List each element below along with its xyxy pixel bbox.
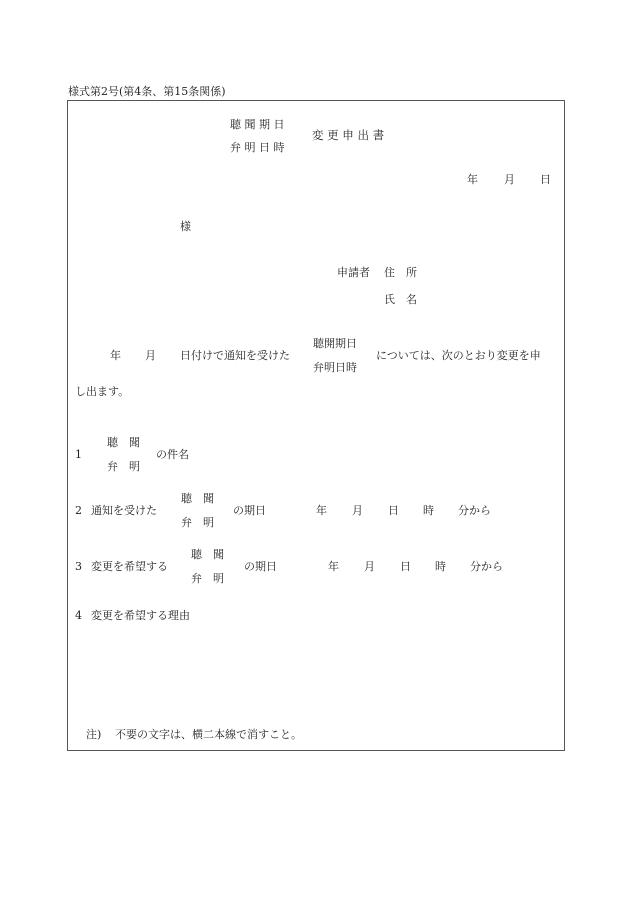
body-line2: し出ます。 (75, 385, 130, 398)
applicant-name: 氏 名 (384, 293, 417, 306)
item3-suffix: の期日 (244, 560, 277, 573)
item2-month: 月 (352, 504, 363, 517)
item1-suffix: の件名 (156, 448, 189, 461)
applicant-address: 住 所 (384, 266, 417, 279)
item2-option-hearing: 聴 聞 (181, 492, 214, 505)
item2-number: 2 (75, 504, 82, 517)
item4-label: 変更を希望する理由 (91, 609, 190, 622)
item2-option-explanation: 弁 明 (181, 516, 214, 529)
title-option-hearing: 聴 聞 期 日 (230, 118, 285, 131)
item3-year: 年 (328, 560, 339, 573)
body-notified: 日付けで通知を受けた (180, 349, 290, 362)
addressee-suffix: 様 (180, 220, 191, 233)
item1-option-hearing: 聴 聞 (107, 436, 140, 449)
item2-suffix: の期日 (233, 504, 266, 517)
item3-prefix: 変更を希望する (91, 560, 168, 573)
item2-day: 日 (388, 504, 399, 517)
item3-minute-from: 分から (470, 560, 503, 573)
date-day: 日 (540, 173, 551, 186)
item1-number: 1 (75, 448, 82, 461)
document-title: 変 更 申 出 書 (312, 128, 385, 142)
item2-hour: 時 (423, 504, 434, 517)
item2-minute-from: 分から (458, 504, 491, 517)
form-number: 様式第2号(第4条、第15条関係) (68, 85, 226, 98)
title-option-explanation: 弁 明 日 時 (230, 141, 285, 154)
item3-option-hearing: 聴 聞 (191, 548, 224, 561)
note-label: 注) (86, 728, 102, 741)
date-month: 月 (504, 173, 515, 186)
item2-prefix: 通知を受けた (91, 504, 157, 517)
item3-month: 月 (364, 560, 375, 573)
body-year: 年 (110, 349, 121, 362)
body-continuation: については、次のとおり変更を申 (376, 349, 541, 362)
item3-option-explanation: 弁 明 (191, 572, 224, 585)
item4-number: 4 (75, 609, 82, 622)
applicant-label: 申請者 (337, 266, 370, 279)
note-text: 不要の文字は、横二本線で消すこと。 (115, 728, 302, 741)
body-option-hearing: 聴開期日 (313, 337, 357, 350)
item2-year: 年 (316, 504, 327, 517)
body-option-explanation: 弁明日時 (313, 361, 357, 374)
date-year: 年 (467, 173, 478, 186)
item3-number: 3 (75, 560, 82, 573)
item1-option-explanation: 弁 明 (107, 460, 140, 473)
item3-hour: 時 (435, 560, 446, 573)
item3-day: 日 (400, 560, 411, 573)
body-month: 月 (145, 349, 156, 362)
form-frame (67, 100, 565, 751)
